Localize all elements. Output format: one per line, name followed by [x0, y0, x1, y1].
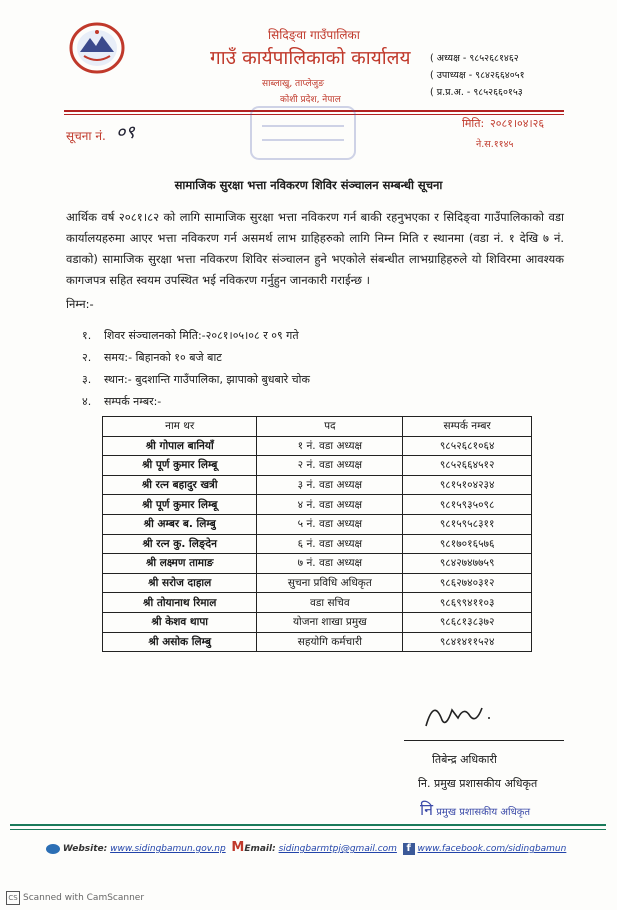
cell-phone: ९८१५९५८३११	[403, 514, 532, 534]
cell-name: श्री रत्न बहादुर खत्री	[103, 475, 257, 495]
contact-chairperson: ( अध्यक्ष - ९८५२६८१४६२	[430, 53, 519, 64]
notice-body: आर्थिक वर्ष २०८१।८२ को लागि सामाजिक सुरक्षा भत्ता नविकरण गर्न बाकी रहनुभएका र सिदिङ्वा गाउँपालिकाको वडा कार्यालयहरुमा आएर भत्ता नविकरण गर्न असमर्थ लाभ ग्राहिहरुको लागि निम्न मिति र स्थानमा (वडा नं. १ देखि ७ नं. वडाको) सामाजिक सुरक्षा भत्ता नविकरण शिविर संञ्चालन हुने भएकोले संबन्धीत लाभग्राहिहरुले यो शिविरमा आवश्यक कागजपत्र सहित स्वयम उपस्थित भई नविकरण गर्नुहुन जानकारी गराईन्छ ।	[66, 210, 564, 287]
facebook-icon: f	[403, 843, 415, 855]
table-header-row	[103, 417, 532, 437]
list-item: ३. स्थान:- बुदशान्ति गाउँपालिका, झापाको बुधबारे चोक	[82, 373, 310, 386]
camscanner-logo-icon: CS	[6, 891, 20, 905]
table-row	[103, 514, 532, 534]
notice-title: सामाजिक सुरक्षा भत्ता नविकरण शिविर संञ्चालन सम्बन्धी सूचना	[174, 178, 443, 192]
website-label: Website:	[62, 844, 108, 854]
signature-icon	[420, 696, 500, 732]
cell-name: श्री अम्बर ब. लिम्बु	[103, 514, 257, 534]
footer-divider	[10, 824, 606, 826]
details-list	[82, 325, 310, 413]
header-contacts	[430, 50, 525, 101]
address-line-1: साब्लाखु, ताप्लेजुङ	[262, 79, 324, 89]
office-name: गाउँ कार्यपालिकाको कार्यालय	[210, 47, 411, 69]
designation-stamp: नि प्रमुख प्रशासकीय अधिकृत	[420, 800, 531, 819]
cell-post: योजना शाखा प्रमुख	[257, 612, 403, 632]
table-row	[103, 593, 532, 613]
column-header-name: नाम थर	[103, 417, 257, 437]
table-row	[103, 534, 532, 554]
cell-name: श्री पूर्ण कुमार लिम्बू	[103, 495, 257, 515]
cell-name: श्री रत्न कु. लिङ्देन	[103, 534, 257, 554]
email-label: Email:	[244, 844, 276, 854]
column-header-post: पद	[257, 417, 403, 437]
signature-line	[404, 740, 564, 741]
cell-name: श्री पूर्ण कुमार लिम्बू	[103, 456, 257, 476]
date-label: मिति:	[462, 117, 485, 130]
cell-post: ३ नं. वडा अध्यक्ष	[257, 475, 403, 495]
list-item: २. समय:- बिहानको १० बजे बाट	[82, 351, 222, 364]
email-icon: M	[231, 840, 245, 855]
cell-post: ४ नं. वडा अध्यक्ष	[257, 495, 403, 515]
cell-phone: ९८१५९३५०९८	[403, 495, 532, 515]
cell-post: २ नं. वडा अध्यक्ष	[257, 456, 403, 476]
contact-cao: ( प्र.प्र.अ. - ९८५२६६०१५३	[430, 87, 523, 98]
org-name-line: सिदिङ्वा गाउँपालिका	[268, 28, 360, 42]
cell-post: सुचना प्रविधि अधिकृत	[257, 573, 403, 593]
scanner-watermark: CS Scanned with CamScanner	[6, 891, 144, 905]
cell-phone: ९८१७०१६५७६	[403, 534, 532, 554]
cell-name: श्री तोयानाथ रिमाल	[103, 593, 257, 613]
signatory-name: तिबेन्द्र अधिकारी	[432, 753, 497, 766]
cell-post: सहयोगि कर्मचारी	[257, 632, 403, 652]
office-stamp-icon	[248, 104, 358, 162]
list-item: १. शिवर संञ्चालनको मिति:-२०८१।०५।०८ र ०९ गते	[82, 329, 299, 342]
notice-number-label: सूचना नं.	[66, 129, 106, 143]
notice-date: २०८१।०४।२६	[490, 117, 545, 130]
nepal-emblem-icon	[68, 22, 126, 74]
contact-table	[102, 416, 532, 652]
footer-divider-thin	[10, 829, 606, 830]
notice-number: ०९	[116, 122, 135, 143]
table-row	[103, 573, 532, 593]
table-row	[103, 475, 532, 495]
website-link[interactable]: www.sidingbamun.gov.np	[110, 844, 226, 854]
cell-name: श्री सरोज दाहाल	[103, 573, 257, 593]
cell-post: ७ नं. वडा अध्यक्ष	[257, 554, 403, 574]
table-row	[103, 612, 532, 632]
email-link[interactable]: sidingbarmtpj@gmail.com	[278, 844, 397, 854]
cell-phone: ९८१५१०४२३४	[403, 475, 532, 495]
column-header-phone: सम्पर्क नम्बर	[403, 417, 532, 437]
cell-post: ६ नं. वडा अध्यक्ष	[257, 534, 403, 554]
cell-phone: ९८६८१३८३७२	[403, 612, 532, 632]
contact-vice-chairperson: ( उपाध्यक्ष - ९८४२६६४०५१	[430, 70, 525, 81]
table-row	[103, 495, 532, 515]
table-row	[103, 436, 532, 456]
reference-number: ने.स.११४५	[476, 139, 514, 150]
cell-phone: ९८४२७४७७५९	[403, 554, 532, 574]
table-row	[103, 554, 532, 574]
list-lead: निम्न:-	[66, 297, 94, 311]
cell-name: श्री गोपाल बानियाँ	[103, 436, 257, 456]
cell-phone: ९८६२७४०३१२	[403, 573, 532, 593]
address-line-2: कोशी प्रदेश, नेपाल	[280, 95, 341, 105]
footer-contacts	[46, 840, 566, 855]
globe-icon	[46, 844, 60, 854]
cell-phone: ९८५२६६४५१२	[403, 456, 532, 476]
table-body	[103, 436, 532, 652]
list-item: ४. सम्पर्क नम्बर:-	[82, 395, 162, 408]
cell-phone: ९८४१४११५२४	[403, 632, 532, 652]
cell-name: श्री केशव थापा	[103, 612, 257, 632]
table-row	[103, 456, 532, 476]
cell-name: श्री लक्ष्मण तामाङ	[103, 554, 257, 574]
signatory-title: नि. प्रमुख प्रशासकीय अधिकृत	[418, 777, 538, 790]
cell-name: श्री असोक लिम्बु	[103, 632, 257, 652]
cell-post: ५ नं. वडा अध्यक्ष	[257, 514, 403, 534]
cell-phone: ९८५२६८१०६४	[403, 436, 532, 456]
cell-post: १ नं. वडा अध्यक्ष	[257, 436, 403, 456]
facebook-link[interactable]: www.facebook.com/sidingbamun	[417, 844, 567, 854]
table-row	[103, 632, 532, 652]
cell-phone: ९८६९९४११०३	[403, 593, 532, 613]
cell-post: वडा सचिव	[257, 593, 403, 613]
